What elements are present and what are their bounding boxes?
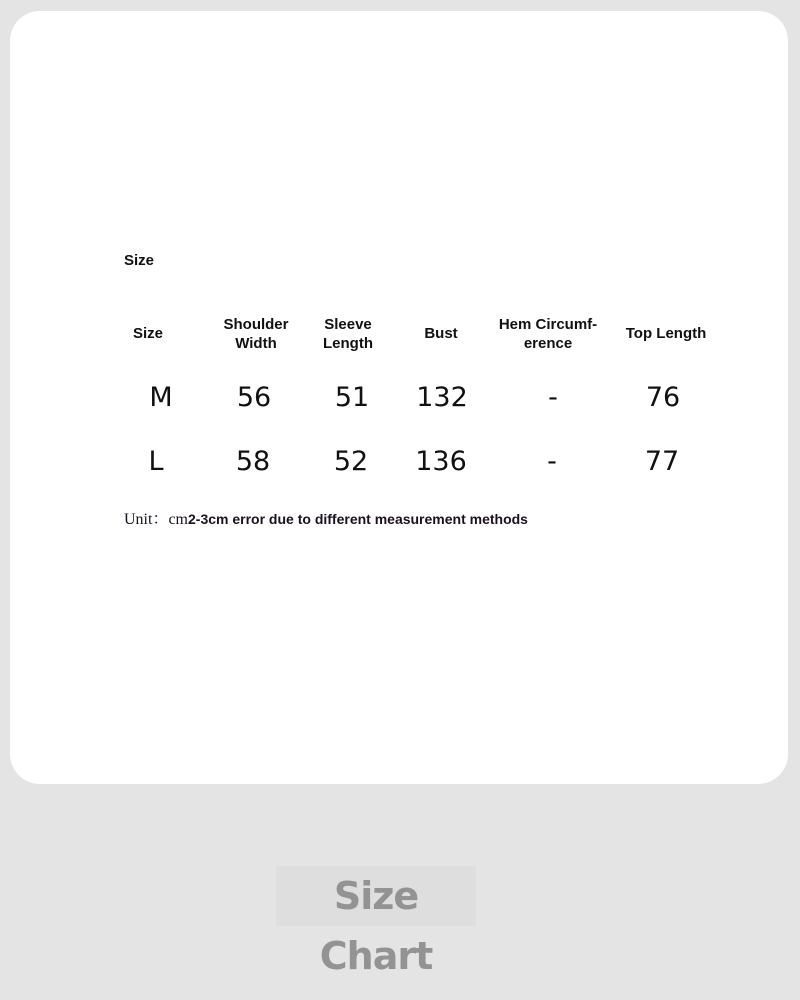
table-cell-sleeve: 51	[334, 382, 370, 413]
table-cell-hem: -	[548, 382, 558, 413]
table-cell-shoulder: 58	[235, 446, 271, 477]
header-top-length: Top Length	[625, 325, 707, 342]
table-cell-hem: -	[547, 446, 557, 477]
measurement-note	[124, 506, 528, 529]
table-cell-top-length: 76	[645, 382, 681, 413]
note-text: 2-3cm error due to different measurement methods	[188, 511, 528, 527]
header-bust: Bust	[424, 325, 458, 342]
table-cell-top-length: 77	[644, 446, 680, 477]
section-title: Size	[124, 252, 155, 269]
header-hem-circumference: Hem Circumf- erence	[498, 316, 598, 352]
header-size: Size	[132, 325, 163, 342]
table-cell-bust: 132	[416, 382, 468, 413]
header-sleeve-length: Sleeve Length	[323, 316, 373, 352]
table-cell-size: L	[148, 446, 164, 477]
header-shoulder-width: Shoulder Width	[223, 316, 289, 352]
table-cell-size: M	[149, 382, 173, 413]
table-cell-bust: 136	[415, 446, 467, 477]
table-cell-sleeve: 52	[333, 446, 369, 477]
table-cell-shoulder: 56	[236, 382, 272, 413]
unit-label: Unit：cm	[124, 511, 188, 528]
size-chart-label: Size Chart	[276, 866, 476, 926]
